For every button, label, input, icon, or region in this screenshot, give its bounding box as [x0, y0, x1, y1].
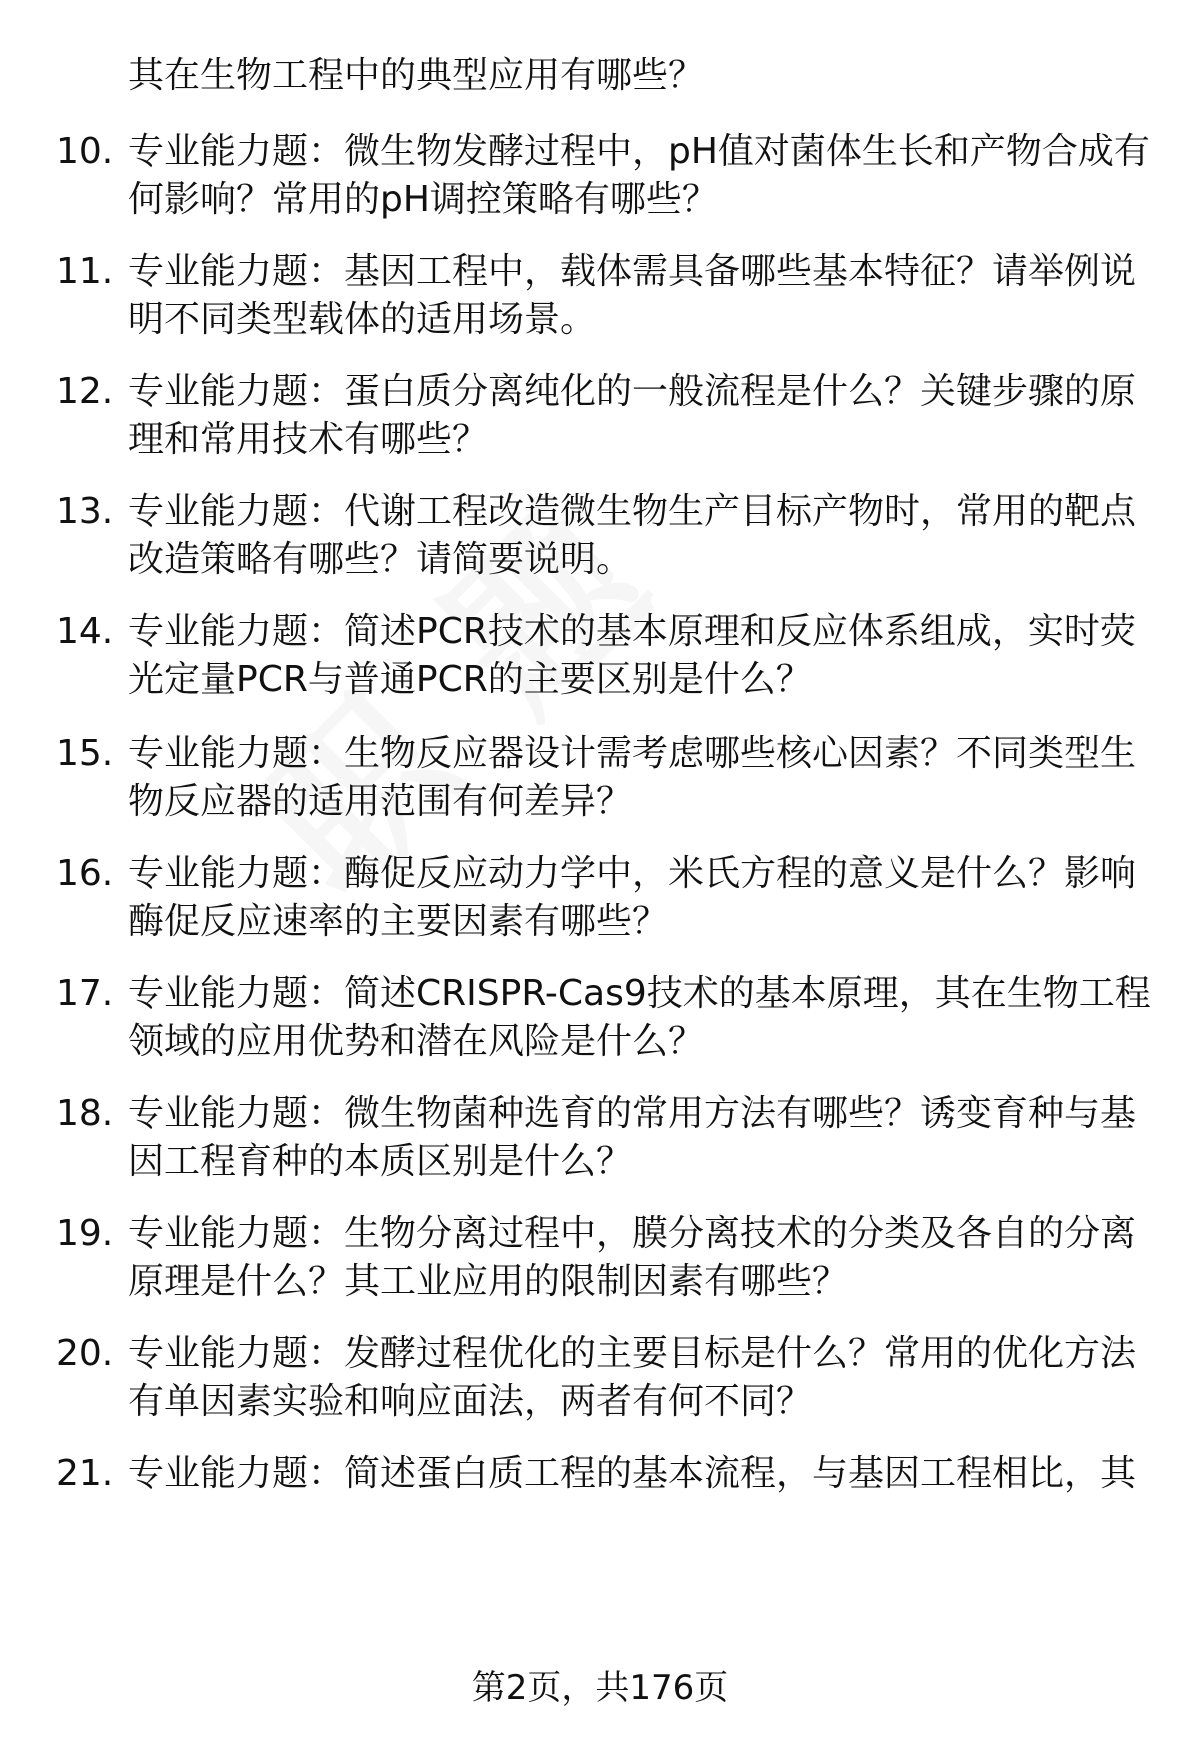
item-line: 专业能力题：发酵过程优化的主要目标是什么？常用的优化方法	[128, 1333, 1137, 1374]
item-number: 18.	[56, 1093, 114, 1134]
item-line: 改造策略有哪些？请简要说明。	[128, 539, 633, 580]
item-number: 16.	[56, 853, 114, 894]
item-number: 21.	[56, 1453, 114, 1494]
item-line: 酶促反应速率的主要因素有哪些？	[128, 901, 669, 942]
item-line: 专业能力题：微生物发酵过程中，pH值对菌体生长和产物合成有	[128, 131, 1150, 172]
item-line: 专业能力题：简述蛋白质工程的基本流程，与基因工程相比，其	[128, 1453, 1137, 1494]
item-number: 11.	[56, 251, 114, 292]
item-number: 15.	[56, 733, 114, 774]
item-number: 14.	[56, 611, 114, 652]
item-line: 专业能力题：生物反应器设计需考虑哪些核心因素？不同类型生	[128, 733, 1137, 774]
item-line: 专业能力题：基因工程中，载体需具备哪些基本特征？请举例说	[128, 251, 1137, 292]
item-number: 19.	[56, 1213, 114, 1254]
item-line: 专业能力题：代谢工程改造微生物生产目标产物时，常用的靶点	[128, 491, 1137, 532]
item-line: 专业能力题：简述CRISPR-Cas9技术的基本原理，其在生物工程	[128, 973, 1151, 1014]
item-line: 何影响？常用的pH调控策略有哪些？	[128, 179, 718, 220]
item-line: 领域的应用优势和潜在风险是什么？	[128, 1021, 705, 1062]
intro-continuation: 其在生物工程中的典型应用有哪些？	[128, 55, 705, 96]
item-line: 专业能力题：蛋白质分离纯化的一般流程是什么？关键步骤的原	[128, 371, 1137, 412]
item-line: 专业能力题：简述PCR技术的基本原理和反应体系组成，实时荧	[128, 611, 1136, 652]
item-line: 光定量PCR与普通PCR的主要区别是什么？	[128, 659, 812, 700]
item-line: 理和常用技术有哪些？	[128, 419, 489, 460]
item-number: 17.	[56, 973, 114, 1014]
item-line: 明不同类型载体的适用场景。	[128, 299, 597, 340]
page-footer: 第2页，共176页	[471, 1668, 729, 1708]
item-line: 专业能力题：微生物菌种选育的常用方法有哪些？诱变育种与基	[128, 1093, 1137, 1134]
item-line: 因工程育种的本质区别是什么？	[128, 1141, 633, 1182]
item-line: 专业能力题：酶促反应动力学中，米氏方程的意义是什么？影响	[128, 853, 1137, 894]
item-number: 10.	[56, 131, 114, 172]
item-number: 12.	[56, 371, 114, 412]
item-number: 13.	[56, 491, 114, 532]
item-line: 有单因素实验和响应面法，两者有何不同？	[128, 1381, 813, 1422]
item-number: 20.	[56, 1333, 114, 1374]
item-line: 专业能力题：生物分离过程中，膜分离技术的分类及各自的分离	[128, 1213, 1137, 1254]
item-line: 原理是什么？其工业应用的限制因素有哪些？	[128, 1261, 849, 1302]
item-line: 物反应器的适用范围有何差异？	[128, 781, 633, 822]
